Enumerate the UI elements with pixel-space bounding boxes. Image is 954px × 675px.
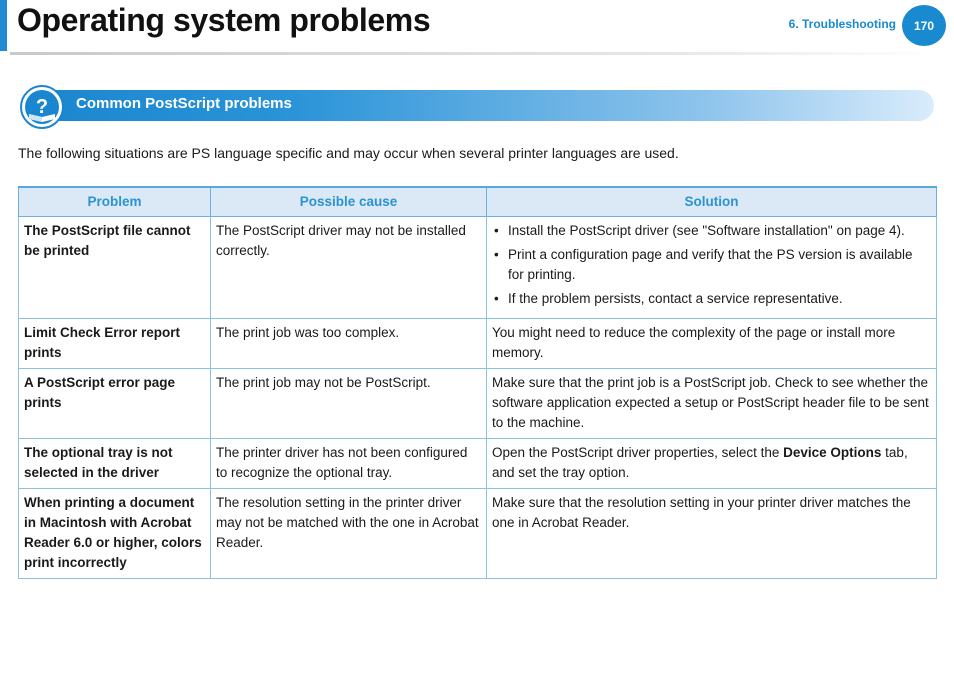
table-header-row	[19, 187, 937, 217]
solution-cell: Make sure that the print job is a PostScript job. Check to see whether the software application expected a setup or PostScript header file to be sent to the machine.	[487, 369, 937, 439]
table-row	[19, 369, 937, 439]
problem-cell: Limit Check Error report prints	[19, 319, 211, 369]
problem-cell: When printing a document in Macintosh with Acrobat Reader 6.0 or higher, colors print incorrectly	[19, 489, 211, 579]
solution-list-item: • Install the PostScript driver (see "Software installation" on page 4).	[508, 221, 931, 241]
problems-table	[18, 186, 937, 579]
intro-paragraph: The following situations are PS language specific and may occur when several printer languages are used.	[18, 145, 679, 161]
problem-cell: A PostScript error page prints	[19, 369, 211, 439]
title-divider	[10, 52, 940, 55]
cause-cell: The printer driver has not been configured to recognize the optional tray.	[211, 439, 487, 489]
section-title: Common PostScript problems	[76, 95, 292, 112]
cause-cell: The PostScript driver may not be installed correctly.	[211, 217, 487, 319]
cause-cell: The print job may not be PostScript.	[211, 369, 487, 439]
chapter-label: 6. Troubleshooting	[788, 17, 896, 31]
column-header-problem: Problem	[19, 187, 211, 217]
svg-text:?: ?	[35, 96, 49, 118]
solution-list-item: • If the problem persists, contact a service representative.	[508, 289, 931, 309]
solution-cell: Make sure that the resolution setting in your printer driver matches the one in Acrobat Reader.	[487, 489, 937, 579]
solution-list	[492, 221, 931, 309]
solution-text: Open the PostScript driver properties, select the	[492, 445, 784, 460]
device-options-label: Device Options	[783, 445, 882, 460]
solution-cell	[487, 217, 937, 319]
page-number: 170	[913, 18, 935, 33]
column-header-cause: Possible cause	[211, 187, 487, 217]
cause-cell: The resolution setting in the printer driver may not be matched with the one in Acrobat Reader.	[211, 489, 487, 579]
page-title: Operating system problems	[17, 2, 431, 38]
column-header-solution: Solution	[487, 187, 937, 217]
page-number-badge	[902, 5, 946, 46]
cause-cell: The print job was too complex.	[211, 319, 487, 369]
solution-cell: You might need to reduce the complexity of the page or install more memory.	[487, 319, 937, 369]
table-row	[19, 439, 937, 489]
solution-cell	[487, 439, 937, 489]
problem-cell: The optional tray is not selected in the driver	[19, 439, 211, 489]
table-row	[19, 217, 937, 319]
question-book-icon	[18, 84, 66, 130]
title-accent-bar	[0, 0, 7, 51]
table-row	[19, 489, 937, 579]
problem-cell: The PostScript file cannot be printed	[19, 217, 211, 319]
solution-text: tab, and set the tray option.	[492, 445, 908, 480]
solution-list-item: • Print a configuration page and verify that the PS version is available for printing.	[508, 245, 931, 285]
table-row	[19, 319, 937, 369]
